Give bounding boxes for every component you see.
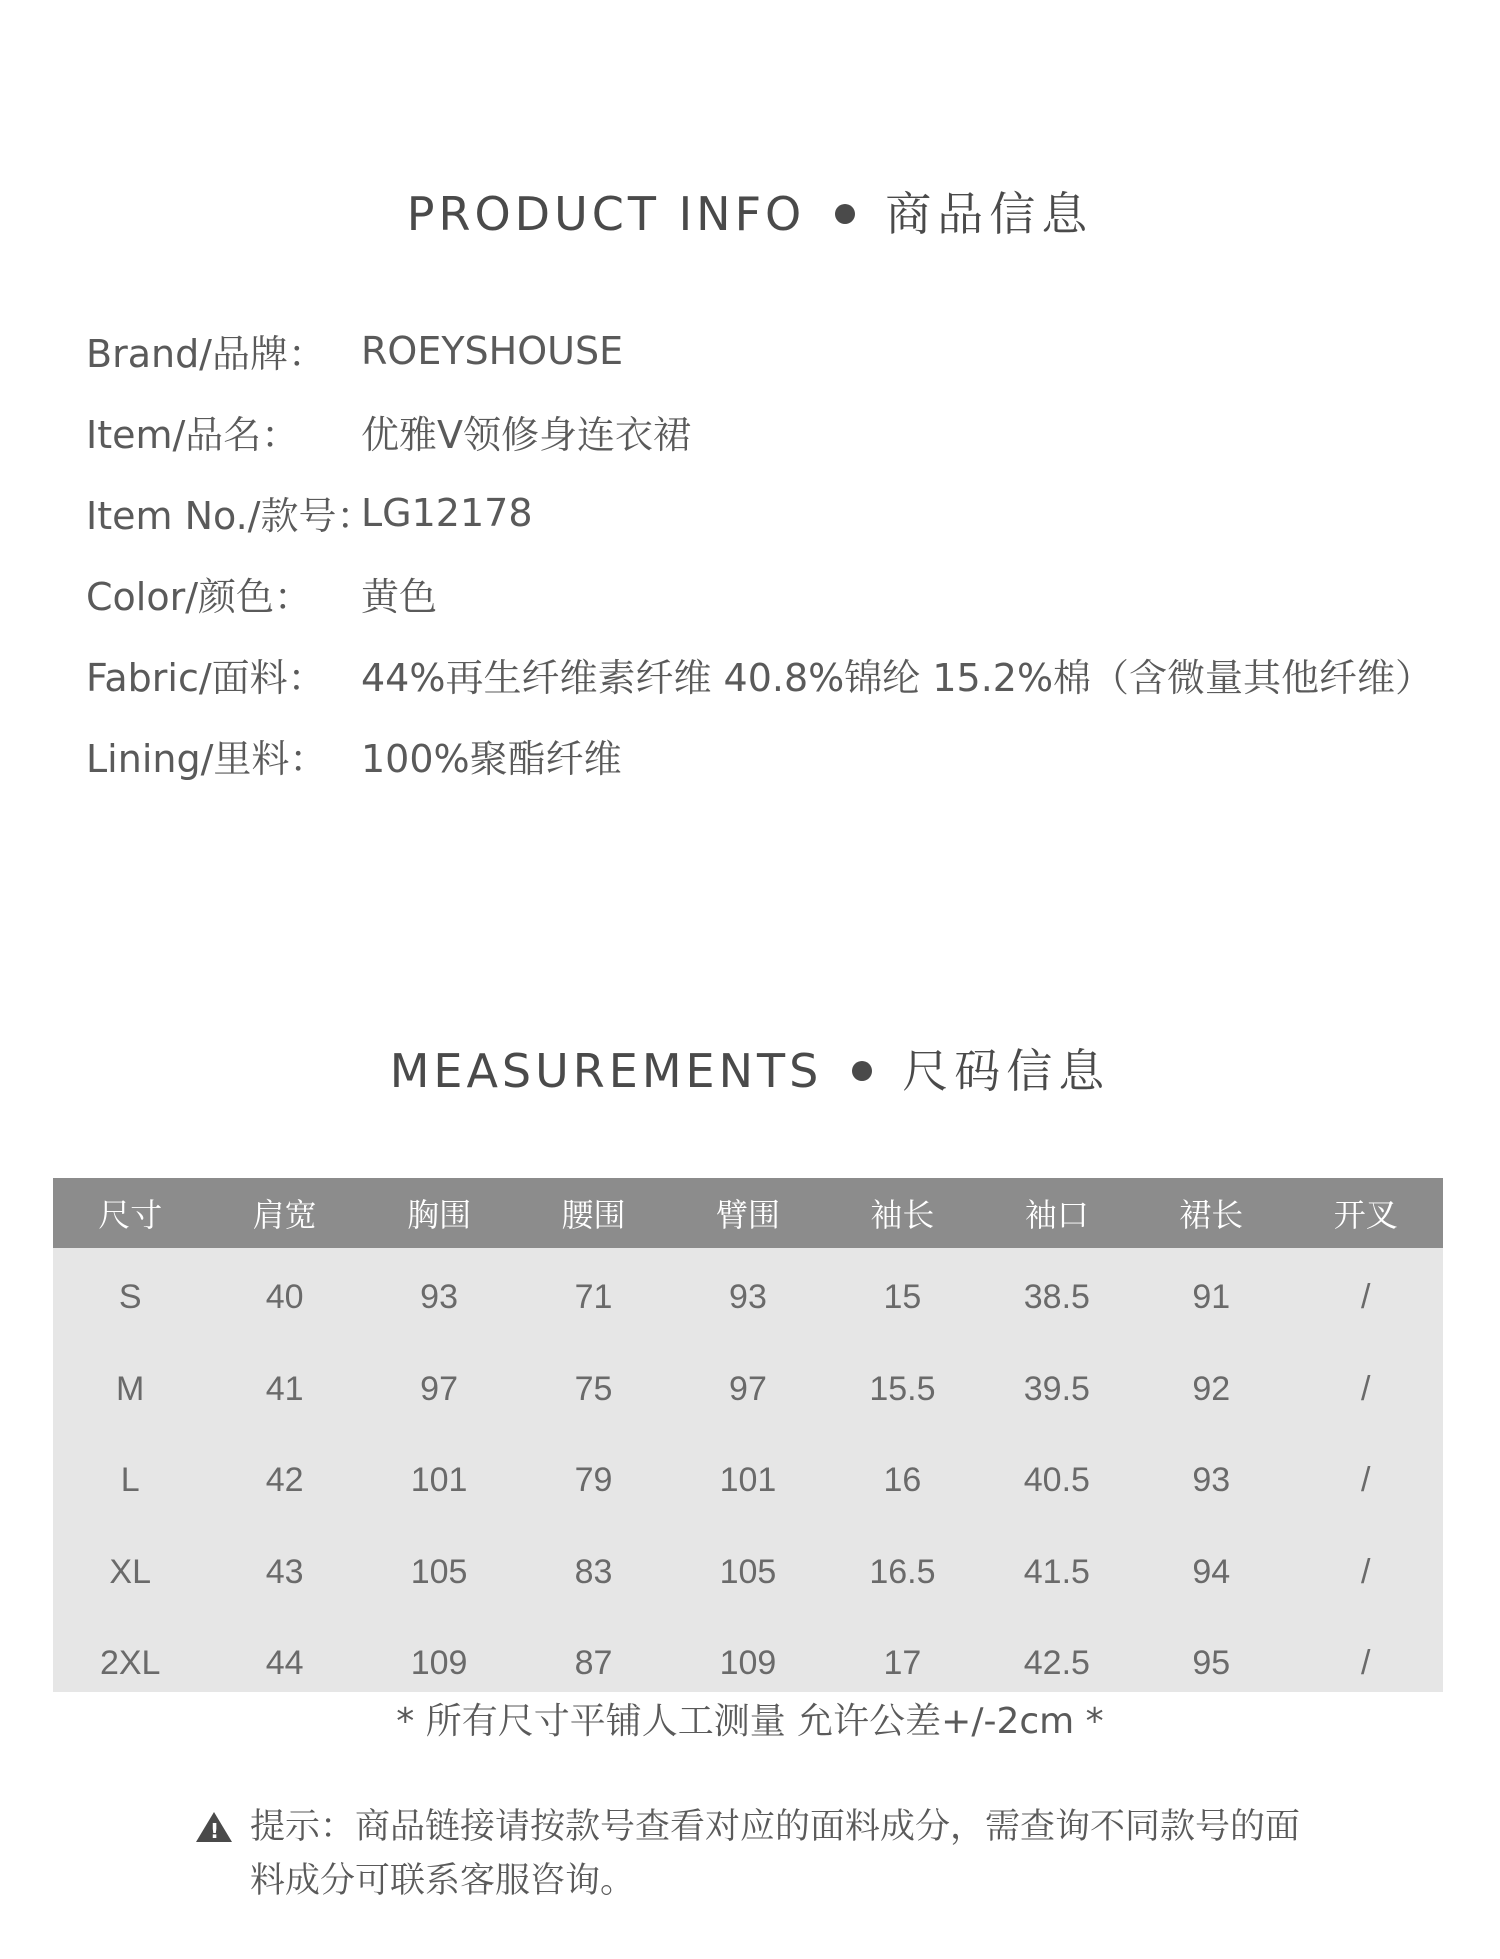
title-dot-icon	[852, 1061, 872, 1081]
table-cell: 43	[265, 1552, 304, 1591]
table-cell: /	[1360, 1461, 1371, 1500]
table-cell: 71	[574, 1278, 613, 1317]
table-cell: 109	[719, 1644, 777, 1683]
table-row	[53, 1527, 1443, 1619]
table-cell: /	[1360, 1644, 1371, 1683]
table-cell: 16.5	[869, 1552, 936, 1591]
table-header-cell: 袖口	[1024, 1196, 1089, 1234]
table-cell: 94	[1192, 1552, 1231, 1591]
info-value: 黄色	[361, 575, 438, 619]
info-label: Fabric/面料：	[86, 656, 326, 700]
table-row	[53, 1252, 1443, 1344]
table-cell: 75	[574, 1369, 613, 1408]
table-row	[53, 1435, 1443, 1527]
table-header-cell: 开叉	[1333, 1196, 1398, 1234]
product-info-title-en: PRODUCT INFO	[406, 187, 806, 241]
table-cell: 79	[574, 1461, 613, 1500]
table-cell: 97	[729, 1369, 767, 1408]
table-cell: 95	[1192, 1644, 1231, 1683]
info-label: Color/颜色：	[86, 575, 313, 619]
table-cell: 39.5	[1023, 1369, 1090, 1408]
table-header-cell: 裙长	[1179, 1196, 1244, 1234]
measurements-title	[0, 1035, 1500, 1101]
table-cell: 87	[574, 1644, 613, 1683]
table-header-cell: 尺寸	[98, 1196, 163, 1234]
table-cell: 105	[719, 1552, 777, 1591]
table-cell: 17	[883, 1644, 922, 1683]
table-cell: 42	[265, 1461, 304, 1500]
table-header-cell: 臂围	[715, 1196, 780, 1234]
tip-text: 提示：商品链接请按款号查看对应的面料成分，需查询不同款号的面料成分可联系客服咨询。	[250, 1807, 1301, 1901]
table-cell: 42.5	[1023, 1644, 1090, 1683]
info-value: 100%聚酯纤维	[361, 737, 622, 781]
table-header-cell: 腰围	[561, 1196, 626, 1234]
product-info-title-cn: 商品信息	[885, 187, 1094, 241]
measurement-footnote: * 所有尺寸平铺人工测量 允许公差+/-2cm *	[396, 1701, 1104, 1742]
table-cell: XL	[109, 1552, 152, 1591]
table-header-cell: 肩宽	[252, 1196, 317, 1234]
table-cell: 101	[719, 1461, 777, 1500]
table-cell: 15	[883, 1278, 922, 1317]
product-info-title	[0, 178, 1500, 244]
info-row	[86, 715, 1433, 796]
product-info-list	[86, 310, 1433, 796]
table-cell: S	[118, 1278, 142, 1317]
table-cell: 91	[1192, 1278, 1231, 1317]
size-table-header	[53, 1178, 1443, 1248]
table-cell: 16	[883, 1461, 922, 1500]
measurements-title-cn: 尺码信息	[902, 1044, 1111, 1098]
info-value: 优雅V领修身连衣裙	[361, 413, 691, 457]
table-cell: 93	[729, 1278, 767, 1317]
info-value: ROEYSHOUSE	[361, 328, 624, 373]
table-cell: 40.5	[1023, 1461, 1090, 1500]
table-cell: 105	[410, 1552, 468, 1591]
table-cell: 93	[1192, 1461, 1231, 1500]
info-row	[86, 553, 1433, 634]
table-cell: 15.5	[869, 1369, 936, 1408]
table-cell: /	[1360, 1552, 1371, 1591]
info-row	[86, 634, 1433, 715]
info-row	[86, 310, 1433, 391]
size-table-body	[53, 1248, 1443, 1692]
measurements-title-en: MEASUREMENTS	[389, 1044, 823, 1098]
table-row	[53, 1344, 1443, 1436]
info-label: Brand/品牌：	[86, 332, 326, 376]
table-cell: 109	[410, 1644, 468, 1683]
table-cell: /	[1360, 1369, 1371, 1408]
warning-icon	[196, 1812, 232, 1842]
table-cell: M	[116, 1369, 145, 1408]
info-label: Lining/里料：	[86, 737, 328, 781]
table-header-cell: 袖长	[870, 1196, 935, 1234]
table-cell: 40	[265, 1278, 304, 1317]
table-cell: /	[1360, 1278, 1371, 1317]
table-cell: 101	[410, 1461, 468, 1500]
table-header-cell: 胸围	[407, 1196, 472, 1234]
table-cell: 41	[265, 1369, 304, 1408]
table-cell: 44	[265, 1644, 304, 1683]
info-value: 44%再生纤维素纤维 40.8%锦纶 15.2%棉（含微量其他纤维）	[361, 656, 1434, 700]
table-cell: 41.5	[1023, 1552, 1090, 1591]
table-cell: 38.5	[1023, 1278, 1090, 1317]
size-table	[53, 1178, 1443, 1692]
info-row	[86, 391, 1433, 472]
table-cell: 2XL	[99, 1644, 161, 1683]
info-value: LG12178	[361, 490, 533, 535]
title-dot-icon	[835, 204, 855, 224]
table-cell: 97	[420, 1369, 458, 1408]
table-cell: L	[120, 1461, 140, 1500]
info-row	[86, 472, 1433, 553]
table-cell: 83	[574, 1552, 613, 1591]
table-cell: 93	[420, 1278, 458, 1317]
info-label: Item No./款号：	[86, 494, 375, 538]
info-label: Item/品名：	[86, 413, 300, 457]
table-cell: 92	[1192, 1369, 1231, 1408]
